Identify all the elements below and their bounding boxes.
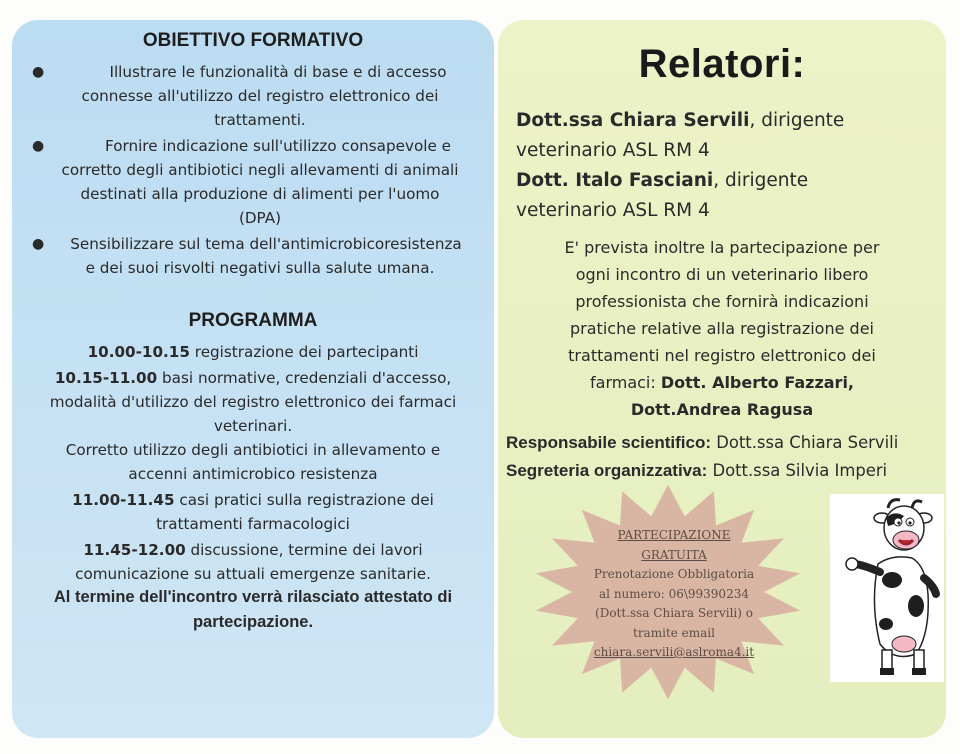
segreteria-organizzativa [506, 458, 942, 484]
speaker-1 [516, 106, 936, 166]
closing-line-1: Al termine dell'incontro verrà rilasciato attestato di [53, 588, 453, 606]
program-text: registrazione dei partecipanti [189, 343, 419, 361]
responsabile-scientifico [506, 430, 942, 456]
program-line-7 [12, 488, 494, 512]
badge-line-1: PARTECIPAZIONE [617, 528, 731, 542]
cow-mascot [830, 494, 944, 682]
program-text: discussione, termine dei lavori [185, 541, 423, 559]
badge-text [574, 526, 774, 663]
speaker-role: , dirigente [713, 170, 809, 191]
bullet-1-line-2: connesse all'utilizzo del registro elettronico dei [81, 87, 439, 105]
extra-line: ogni incontro di un veterinario libero [575, 265, 869, 284]
bullet-2-line-2: corretto degli antibiotici negli allevamenti di animali [61, 161, 459, 179]
program-line-10: comunicazione su attuali emergenze sanitarie. [75, 565, 431, 583]
badge-line-6: tramite email [633, 625, 715, 640]
extra-line-name2 [514, 396, 930, 423]
speaker-role-line2: veterinario ASL RM 4 [516, 140, 710, 161]
seg-label: Segreteria organizzativa: [506, 461, 708, 480]
extra-line-last [514, 369, 930, 396]
extra-line: trattamenti nel registro elettronico dei [568, 346, 876, 365]
program-text: casi pratici sulla registrazione dei [174, 491, 434, 509]
program-line-8: trattamenti farmacologici [156, 515, 350, 533]
speaker-name: Dott. Italo Fasciani [516, 170, 714, 191]
speaker-name: Dott.ssa Chiara Servili [516, 110, 750, 131]
program-line-6: accenni antimicrobico resistenza [128, 465, 378, 483]
objective-panel [12, 20, 494, 738]
program-time: 10.00-10.15 [87, 343, 190, 361]
extra-line: pratiche relative alla registrazione dei [570, 319, 874, 338]
bullet-dot-icon: ● [32, 64, 45, 80]
extra-prefix: farmaci: [590, 373, 661, 392]
bullet-2-line-3: destinati alla produzione di alimenti per l'uomo [80, 185, 440, 203]
bullet-dot-icon: ● [32, 236, 45, 252]
speaker-role-line2: veterinario ASL RM 4 [516, 200, 710, 221]
program-line-1 [12, 340, 494, 364]
seg-value: Dott.ssa Silvia Imperi [707, 461, 888, 480]
extra-line: E' prevista inoltre la partecipazione per [564, 238, 880, 257]
program-line-9 [12, 538, 494, 562]
bullet-2-line-1: Fornire indicazione sull'utilizzo consapevole e [105, 137, 451, 155]
programma-title: PROGRAMMA [188, 310, 318, 331]
bullet-2-line-4: (DPA) [238, 209, 282, 227]
badge-line-2: GRATUITA [641, 547, 707, 562]
program-line-3: modalità d'utilizzo del registro elettronico dei farmaci [49, 393, 457, 411]
cow-icon [830, 494, 944, 682]
program-line-2 [12, 366, 494, 390]
program-text: basi normative, credenziali d'accesso, [157, 369, 452, 387]
program-time: 11.00-11.45 [72, 491, 175, 509]
badge-line-5: (Dott.ssa Chiara Servili) o [595, 606, 753, 620]
badge-line-4: al numero: 06\99390234 [599, 586, 749, 601]
extra-line: professionista che fornirà indicazioni [575, 292, 869, 311]
relatori-title: Relatori: [638, 42, 806, 86]
extra-name-2: Dott.Andrea Ragusa [630, 400, 814, 419]
badge-line-3: Prenotazione Obbligatoria [593, 567, 755, 581]
badge-line-7: chiara.servili@aslroma4.it [593, 645, 755, 659]
speaker-2 [516, 166, 936, 226]
bullet-3-line-1: Sensibilizzare sul tema dell'antimicrobicoresistenza [70, 235, 462, 253]
bullet-1-line-1: Illustrare le funzionalità di base e di accesso [109, 63, 447, 81]
program-time: 11.45-12.00 [83, 541, 186, 559]
program-line-5: Corretto utilizzo degli antibiotici in allevamento e [65, 441, 441, 459]
program-time: 10.15-11.00 [54, 369, 158, 387]
bullet-3-line-2: e dei suoi risvolti negativi sulla salute umana. [85, 259, 435, 277]
objective-title: OBIETTIVO FORMATIVO [142, 30, 364, 51]
extra-participation [514, 234, 930, 423]
program-line-4: veterinari. [213, 417, 293, 435]
resp-label: Responsabile scientifico: [506, 433, 711, 452]
speaker-role: , dirigente [749, 110, 845, 131]
bullet-dot-icon: ● [32, 138, 45, 154]
resp-value: Dott.ssa Chiara Servili [711, 433, 899, 452]
closing-line-2: partecipazione. [192, 613, 314, 631]
bullet-1-line-3: trattamenti. [214, 111, 306, 129]
extra-name: Dott. Alberto Fazzari, [660, 373, 854, 392]
